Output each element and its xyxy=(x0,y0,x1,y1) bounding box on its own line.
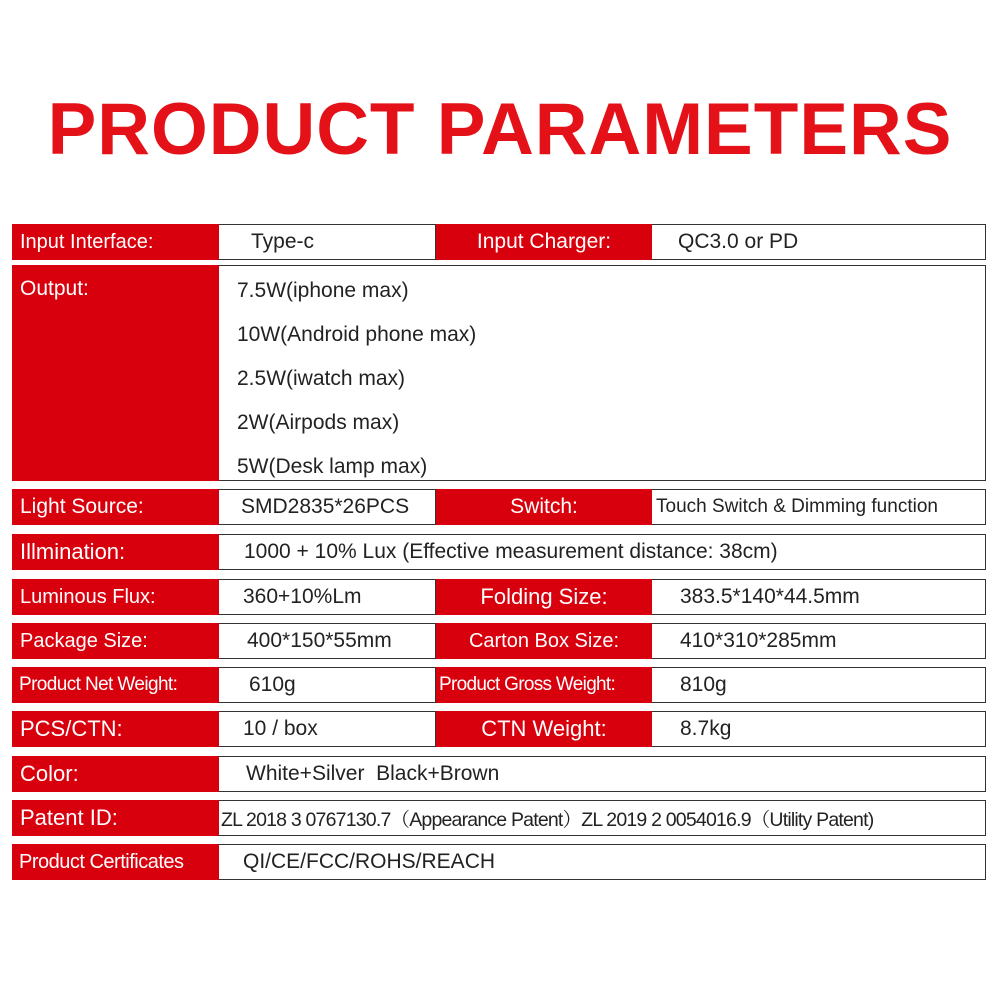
row-color xyxy=(12,756,986,792)
output-values xyxy=(219,265,986,481)
gross-weight-label: Product Gross Weight: xyxy=(436,667,652,703)
carton-box-size-value: 410*310*285mm xyxy=(652,623,986,659)
light-source-value: SMD2835*26PCS xyxy=(219,489,436,525)
switch-label: Switch: xyxy=(436,489,652,525)
pcs-ctn-value: 10 / box xyxy=(219,711,436,747)
folding-size-label: Folding Size: xyxy=(436,579,652,615)
light-source-label: Light Source: xyxy=(12,489,219,525)
input-interface-value: Type-c xyxy=(219,224,436,260)
ctn-weight-label: CTN Weight: xyxy=(436,711,652,747)
row-weight xyxy=(12,667,986,703)
input-charger-label: Input Charger: xyxy=(436,224,652,260)
row-luminous-flux xyxy=(12,579,986,615)
output-line-airpods: 2W(Airpods max) xyxy=(237,411,400,434)
page-title: PRODUCT PARAMETERS xyxy=(47,89,953,170)
row-input xyxy=(12,224,986,260)
color-label: Color: xyxy=(12,756,219,792)
package-size-label: Package Size: xyxy=(12,623,219,659)
row-pcs-ctn xyxy=(12,711,986,747)
row-package-size xyxy=(12,623,986,659)
output-line-android: 10W(Android phone max) xyxy=(237,323,477,346)
illumination-label: Illmination: xyxy=(12,534,219,570)
folding-size-value: 383.5*140*44.5mm xyxy=(652,579,986,615)
patent-id-label: Patent ID: xyxy=(12,800,219,836)
switch-value: Touch Switch & Dimming function xyxy=(652,489,986,525)
luminous-flux-value: 360+10%Lm xyxy=(219,579,436,615)
net-weight-value: 610g xyxy=(219,667,436,703)
output-label: Output: xyxy=(12,265,219,481)
pcs-ctn-label: PCS/CTN: xyxy=(12,711,219,747)
package-size-value: 400*150*55mm xyxy=(219,623,436,659)
ctn-weight-value: 8.7kg xyxy=(652,711,986,747)
carton-box-size-label: Carton Box Size: xyxy=(436,623,652,659)
row-light-source xyxy=(12,489,986,525)
row-patent-id xyxy=(12,800,986,836)
patent-id-value: ZL 2018 3 0767130.7（Appearance Patent）ZL 2019 2 0054016.9（Utility Patent) xyxy=(219,800,986,836)
input-charger-value: QC3.0 or PD xyxy=(652,224,986,260)
certificates-label: Product Certificates xyxy=(12,844,219,880)
output-line-desk-lamp: 5W(Desk lamp max) xyxy=(237,455,428,478)
gross-weight-value: 810g xyxy=(652,667,986,703)
color-value: White+Silver Black+Brown xyxy=(219,756,986,792)
net-weight-label: Product Net Weight: xyxy=(12,667,219,703)
output-line-iphone: 7.5W(iphone max) xyxy=(237,279,409,302)
row-product-certificates xyxy=(12,844,986,880)
input-interface-label: Input Interface: xyxy=(12,224,219,260)
luminous-flux-label: Luminous Flux: xyxy=(12,579,219,615)
row-output xyxy=(12,265,986,481)
certificates-value: QI/CE/FCC/ROHS/REACH xyxy=(219,844,986,880)
output-line-iwatch: 2.5W(iwatch max) xyxy=(237,367,406,390)
illumination-value: 1000 + 10% Lux (Effective measurement distance: 38cm) xyxy=(219,534,986,570)
row-illumination xyxy=(12,534,986,570)
